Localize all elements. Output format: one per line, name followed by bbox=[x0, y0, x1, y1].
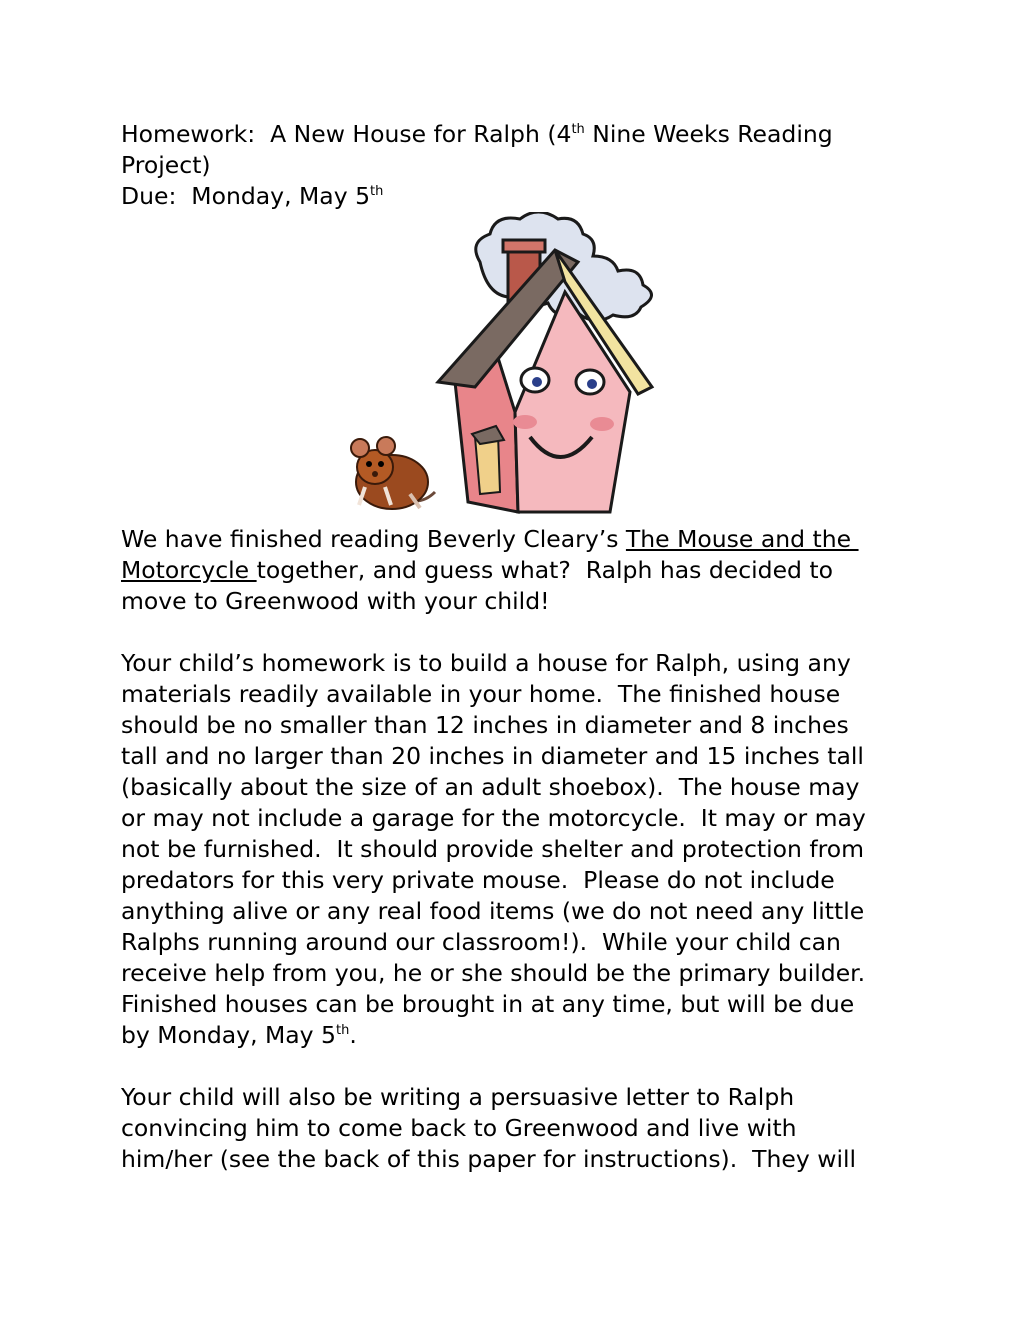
due-date: Due: Monday, May 5th bbox=[121, 182, 384, 210]
book-title: The Mouse and the bbox=[625, 525, 859, 553]
mouse-icon bbox=[351, 437, 435, 509]
book-title-cont: Motorcycle bbox=[121, 556, 257, 584]
paragraph-letter: Your child will also be writing a persuasive letter to Ralph convincing him to come back to Greenwood and live with him/her (see the back of this paper for instructions). They will bbox=[121, 1083, 857, 1173]
paragraph-house-instructions: Your child’s homework is to build a house for Ralph, using any materials readily available in your home. The finished house should be no smaller than 12 inches in diameter and 8 inches tall and no larger than 20 inches in diameter and 15 inches tall (basically about the size of an adult shoebox). The house may or may not include a garage for the motorcycle. It may or may not be furnished. It should provide shelter and protection from predators for this very private mouse. Please do not include anything alive or any real food items (we do not need any little Ralphs running around our classroom!). While your child can receive help from you, he or she should be the primary builder. Finished houses can be brought in at any time, but will be due by Monday, May 5th. bbox=[121, 649, 866, 1049]
smiling-house-icon bbox=[438, 212, 652, 512]
homework-title-line-2: Project) bbox=[121, 151, 211, 179]
house-and-mouse-illustration bbox=[340, 212, 680, 517]
paragraph-intro: We have finished reading Beverly Cleary’s The Mouse and the Motorcycle together, and guess what? Ralph has decided to move to Greenwood with your child! bbox=[121, 525, 859, 615]
homework-title-line-1: Homework: A New House for Ralph (4th Nine Weeks Reading bbox=[121, 120, 833, 148]
